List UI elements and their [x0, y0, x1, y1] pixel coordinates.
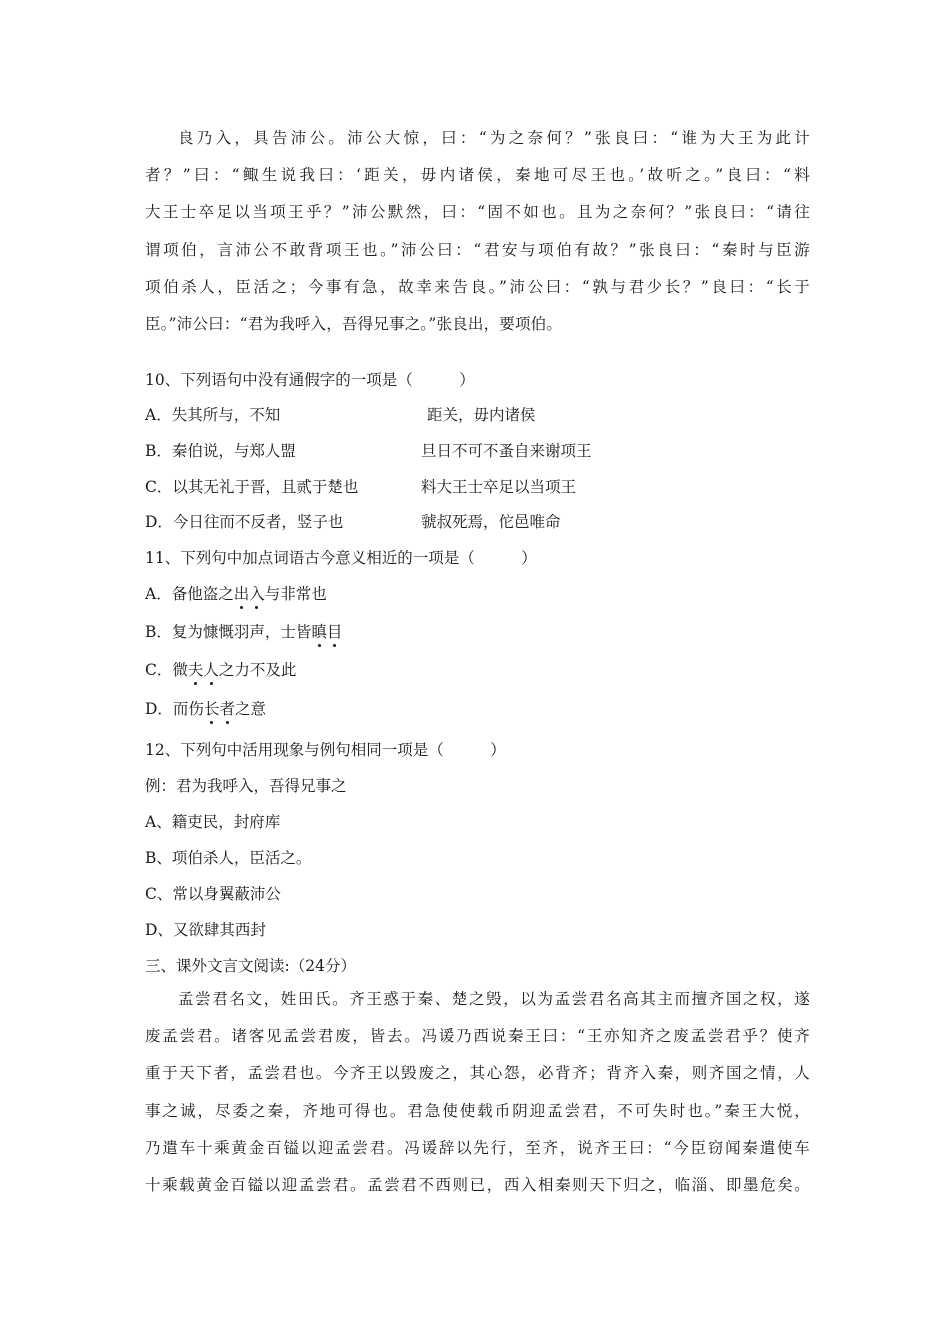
passage-2-line: 孟尝君名文，姓田氏。齐王惑于秦、楚之毁，以为孟尝君名高其主而擅齐国之权，遂 [178, 990, 810, 1008]
option-text: 与非常也 [264, 585, 327, 603]
question-12-option-c: C、常以身翼蔽沛公 [145, 885, 281, 903]
question-10-stem: 10、下列语句中没有通假字的一项是（ ） [145, 371, 475, 389]
dotted-char: 出 [233, 585, 250, 603]
option-text: B．复为慷慨羽声，士皆 [145, 623, 312, 641]
dotted-char: 入 [249, 585, 265, 603]
option-text: C．微 [145, 661, 188, 679]
question-12-option-d: D、又欲肆其西封 [145, 921, 266, 939]
passage-1-line: 项伯杀人，臣活之；今事有急，故幸来告良。”沛公曰：“孰与君少长？”良曰：“长于 [145, 277, 810, 296]
question-10-option-b-right: 旦日不可不蚤自来谢项王 [421, 442, 592, 460]
section-3-heading: 三、课外文言文阅读:（24分） [145, 957, 356, 975]
option-text: 之意 [234, 700, 266, 718]
question-12-example: 例：君为我呼入，吾得兄事之 [145, 777, 347, 795]
question-10-option-d-left: D．今日往而不反者，竖子也 [145, 513, 344, 531]
question-10-option-a-left: A．失其所与，不知 [145, 406, 281, 424]
passage-1-line: 大王士卒足以当项王乎？”沛公默然，曰：“固不如也。且为之奈何？”张良曰：“请往 [145, 203, 810, 222]
question-10-option-a-right: 距关，毋内诸侯 [427, 406, 536, 424]
passage-2-line: 乃遣车十乘黄金百镒以迎孟尝君。冯谖辞以先行，至齐，说齐王曰：“今臣窃闻秦遣使车 [145, 1138, 810, 1157]
question-12-option-b: B、项伯杀人，臣活之。 [145, 849, 312, 867]
question-11-stem: 11、下列句中加点词语古今意义相近的一项是（ ） [145, 549, 537, 567]
question-10-option-b-left: B．秦伯说，与郑人盟 [145, 442, 296, 460]
passage-1 [145, 120, 810, 343]
dotted-char: 夫 [187, 661, 204, 679]
passage-2-line: 废孟尝君。诸客见孟尝君废，皆去。冯谖乃西说秦王曰：“王亦知齐之废孟尝君乎？使齐 [145, 1027, 810, 1046]
question-11-option-a [145, 584, 327, 604]
option-text: D．而伤 [145, 700, 204, 718]
passage-1-line: 者？”曰：“鲰生说我曰：‘距关，毋内诸侯，秦地可尽王也。’故听之。”良曰：“料 [145, 166, 810, 185]
passage-2-line: 十乘载黄金百镒以迎孟尝君。孟尝君不西则已，西入相秦则天下归之，临淄、即墨危矣。 [145, 1176, 810, 1195]
question-10-option-c-left: C．以其无礼于晋，且贰于楚也 [145, 478, 359, 496]
option-text: A．备他盗之 [145, 585, 234, 603]
passage-1-line: 谓项伯，言沛公不敢背项王也。”沛公曰：“君安与项伯有故？”张良曰：“秦时与臣游 [145, 240, 810, 259]
dotted-char: 目 [326, 623, 343, 641]
question-12-stem: 12、下列句中活用现象与例句相同一项是（ ） [145, 741, 506, 759]
question-11-option-c [145, 660, 296, 680]
dotted-char: 人 [203, 661, 219, 679]
dotted-char: 瞋 [311, 623, 327, 641]
option-text: 之力不及此 [218, 661, 297, 679]
dotted-char: 长 [203, 700, 220, 718]
question-10-option-d-right: 虢叔死焉，佗邑唯命 [421, 513, 561, 531]
passage-2-line: 重于天下者，孟尝君也。今齐王以毁废之，其心怨，必背齐；背齐入秦，则齐国之情，人 [145, 1064, 810, 1083]
dotted-char: 者 [219, 700, 235, 718]
passage-1-line: 良乃入，具告沛公。沛公大惊，曰：“为之奈何？”张良曰：“谁为大王为此计 [178, 129, 810, 147]
passage-2-line: 事之诚，尽委之秦，齐地可得也。君急使使载币阴迎孟尝君，不可失时也。”秦王大悦， [145, 1101, 810, 1120]
question-10-option-c-right: 料大王士卒足以当项王 [421, 478, 577, 496]
passage-1-line: 臣。”沛公曰：“君为我呼入，吾得兄事之。”张良出，要项伯。 [145, 315, 563, 334]
question-11-option-d [145, 699, 266, 719]
passage-2 [145, 981, 810, 1204]
question-11-option-b [145, 622, 342, 642]
question-12-option-a: A、籍吏民，封府库 [145, 813, 281, 831]
